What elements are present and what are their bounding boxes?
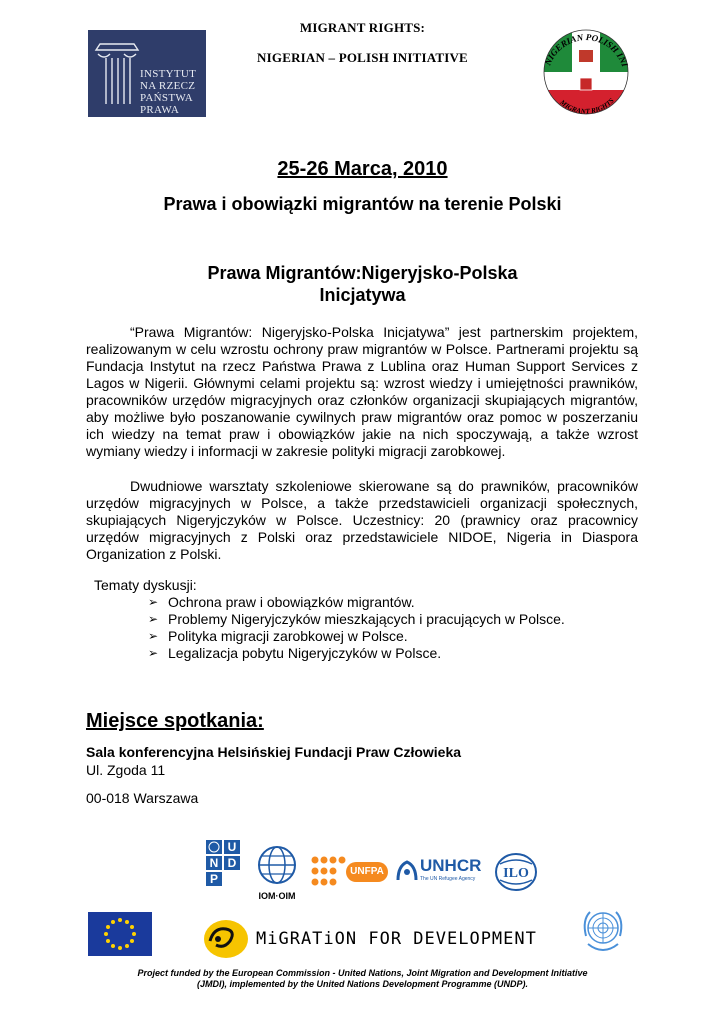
hands-icon — [396, 858, 418, 882]
list-item — [148, 628, 565, 645]
topics-list — [148, 594, 565, 662]
logo-bottom-text: MIGRANT RIGHTS — [558, 96, 616, 116]
footer-line-1: Project funded by the European Commission - United Nations, Joint Migration and Development Initiative — [137, 968, 588, 978]
undp-letter: P — [206, 872, 222, 886]
logo-top-text: NIGERIAN POLISH INI — [542, 32, 631, 69]
project-title-line-1: Prawa Migrantów:Nigeryjsko-Polska — [207, 263, 518, 283]
logo-text-line: NA RZECZ — [140, 80, 196, 92]
project-title — [0, 262, 725, 306]
unfpa-label: UNFPA — [346, 862, 388, 882]
topics-label: Tematy dyskusji: — [94, 577, 197, 593]
list-item — [148, 594, 565, 611]
arrow-bullet-icon: ➢ — [148, 646, 159, 660]
header-line-1: MIGRANT RIGHTS: — [299, 20, 426, 35]
logo-text-line: PAŃSTWA — [140, 92, 194, 104]
funding-footer — [70, 968, 655, 990]
svg-text:ILO: ILO — [503, 866, 529, 881]
undp-letter: U — [224, 840, 240, 854]
m4d-emblem-icon — [200, 915, 250, 961]
venue-street: Ul. Zgoda 11 — [86, 762, 166, 778]
paragraph-workshops: Dwudniowe warsztaty szkoleniowe skierowane są do prawników, pracowników urzędów migracyjnych w Polsce, a także przedstawicieli organizacji społecznych, skupiających Nigeryjczyków w Polsce. Uczestnicy: 20 (prawnicy oraz pracownicy urzędów migracyjnych z Polski oraz przedstawiciele NIDOE, Nigeria in Diaspora Organization z Polski. — [86, 478, 638, 562]
list-item — [148, 645, 565, 662]
ilo-logo — [494, 852, 538, 892]
venue-city: 00-018 Warszawa — [86, 790, 199, 806]
iom-label: IOM·OIM — [258, 891, 296, 901]
undp-logo — [206, 840, 240, 902]
undp-letter: N — [206, 856, 222, 870]
un-globe-icon — [580, 906, 626, 958]
globe-icon — [252, 845, 302, 885]
dots-icon — [310, 852, 350, 892]
arrow-bullet-icon: ➢ — [148, 595, 159, 609]
project-title-line-2: Inicjatywa — [319, 285, 406, 305]
m4d-label: MiGRATiON FOR DEVELOPMENT — [256, 929, 537, 949]
undp-emblem — [206, 840, 222, 854]
eu-stars-icon — [88, 912, 152, 956]
topic-text: Ochrona praw i obowiązków migrantów. — [168, 594, 415, 610]
instytut-logo — [88, 30, 206, 117]
venue-heading: Miejsce spotkania: — [86, 710, 264, 732]
unhcr-sub: The UN Refugee Agency — [420, 876, 476, 882]
nigerian-polish-initiative-logo — [536, 22, 636, 122]
event-subtitle: Prawa i obowiązki migrantów na terenie Polski — [163, 194, 562, 214]
list-item — [148, 611, 565, 628]
paragraph-intro: “Prawa Migrantów: Nigeryjsko-Polska Inicjatywa” jest partnerskim projektem, realizowanym w celu wzrostu ochrony praw migrantów w Polsce. Partnerami projektu są Fundacja Instytut na rzecz Państwa Prawa z Lublina oraz Human Support Services z Lagos w Nigerii. Głównymi celami projektu są: wzrost wiedzy i umiejętności prawników, pracowników urzędów migracyjnych oraz członków organizacji skupiających migrantów, aby możliwe było poszanowanie cywilnych praw migrantów oraz pomoc w poszerzaniu ich wiedzy na temat praw i obowiązków jakie na nich spoczywają, a także wzrost wymiany wiedzy i informacji w zakresie polityki migracji zarobkowej. — [86, 324, 638, 459]
footer-line-2: (JMDI), implemented by the United Nations Development Programme (UNDP). — [196, 979, 529, 989]
ilo-emblem-icon — [494, 852, 538, 892]
topic-text: Problemy Nigeryjczyków mieszkających i pracujących w Polsce. — [168, 611, 565, 627]
column-icon — [94, 42, 140, 108]
eu-flag — [88, 912, 152, 956]
undp-letter: D — [224, 856, 240, 870]
topic-text: Polityka migracji zarobkowej w Polsce. — [168, 628, 408, 644]
unhcr-label: UNHCR — [420, 856, 482, 875]
logo-text-line: PRAWA — [140, 104, 180, 116]
migration-for-development-logo — [200, 915, 536, 961]
logo-text-line: INSTYTUT — [140, 68, 197, 80]
header-line-2: NIGERIAN – POLISH INITIATIVE — [257, 50, 468, 65]
event-date: 25-26 Marca, 2010 — [277, 158, 448, 180]
topic-text: Legalizacja pobytu Nigeryjczyków w Polsce. — [168, 645, 442, 661]
arrow-bullet-icon: ➢ — [148, 612, 159, 626]
iom-logo — [252, 845, 302, 901]
unhcr-logo — [396, 856, 482, 886]
venue-name: Sala konferencyjna Helsińskiej Fundacji Praw Człowieka — [86, 744, 462, 760]
arrow-bullet-icon: ➢ — [148, 629, 159, 643]
un-emblem — [580, 906, 626, 958]
unfpa-logo — [310, 852, 390, 892]
